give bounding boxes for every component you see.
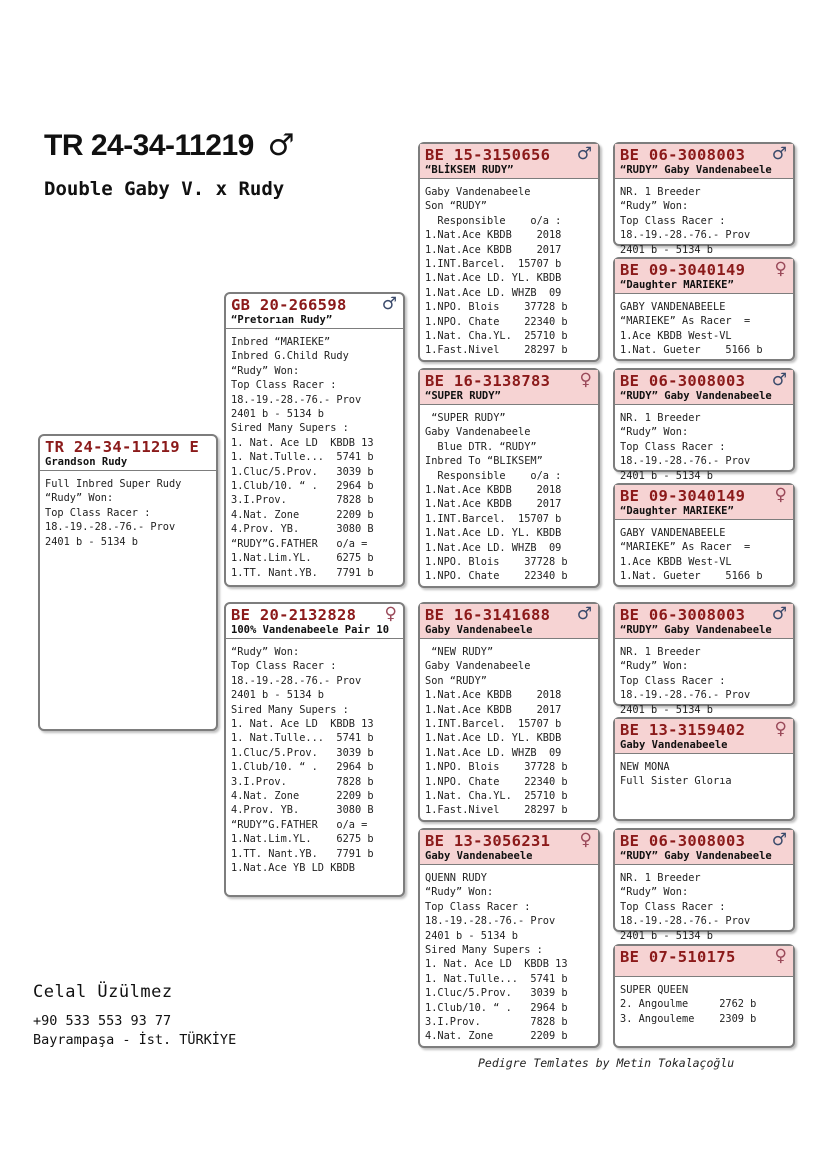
- note-line: 1.Nat.Ace KBDB 2018: [425, 484, 562, 497]
- note-line: NR. 1 Breeder: [620, 412, 701, 424]
- note-line: 1.Nat. Cha.YL. 25710 b: [425, 790, 568, 803]
- note-line: 1.Nat.Ace LD. WHZB 09: [425, 746, 562, 759]
- bird-name: “BLİKSEM RUDY”: [425, 164, 514, 176]
- box-header: [420, 830, 598, 865]
- male-icon: ♂: [381, 294, 397, 314]
- note-line: Sired Many Supers :: [231, 422, 349, 435]
- bird-name: Grandson Rudy: [45, 456, 128, 468]
- ring-number: BE 06-3008003: [620, 372, 746, 390]
- note-line: 1. Nat. Ace LD KBDB 13: [425, 958, 568, 971]
- note-line: 1.Nat. Cha.YL. 25710 b: [425, 330, 568, 343]
- note-line: Top Class Racer :: [231, 379, 337, 392]
- note-line: 1.Nat.Ace LD. YL. KBDB: [425, 527, 562, 540]
- note-line: 4.Prov. YB. 3080 B: [231, 523, 374, 536]
- box-dam-sire: [418, 602, 600, 822]
- owner-phone: +90 533 553 93 77: [33, 1013, 172, 1029]
- note-line: Blue DTR. “RUDY”: [425, 440, 537, 453]
- note-line: Son “RUDY”: [425, 674, 487, 687]
- ring-number: TR 24-34-11219 E: [45, 438, 200, 456]
- owner-address: Bayrampaşa - İst. TÜRKİYE: [33, 1032, 237, 1048]
- female-icon: ♀: [579, 370, 592, 390]
- note-line: “RUDY”G.FATHER o/a =: [231, 818, 368, 831]
- bird-notes: [40, 471, 216, 549]
- box-main-bird: [38, 434, 218, 731]
- ring-number: BE 16-3141688: [425, 606, 551, 624]
- note-line: 18.-19.-28.-76.- Prov: [231, 393, 362, 406]
- box-header: [615, 830, 793, 865]
- box-gg-8: [613, 944, 795, 1048]
- box-gg-7: [613, 828, 795, 942]
- note-line: 1.Nat.Ace KBDB 2017: [425, 243, 562, 256]
- box-sire-sire: [418, 142, 600, 362]
- bird-name: “RUDY” Gaby Vandenabeele: [620, 164, 772, 176]
- note-line: Top Class Racer :: [231, 660, 337, 673]
- note-line: Top Class Racer :: [620, 440, 726, 453]
- note-line: 1.Ace KBDB West-VL: [620, 329, 732, 342]
- note-line: 2401 b - 5134 b: [620, 703, 713, 716]
- note-line: 1.Nat.Ace KBDB 2018: [425, 689, 562, 702]
- box-gg-1: [613, 142, 795, 256]
- note-line: 2401 b - 5134 b: [425, 929, 518, 942]
- note-line: 1.Club/10. “ . 2964 b: [231, 480, 374, 493]
- box-header: [226, 604, 403, 639]
- note-line: 4.Nat. Zone 2209 b: [231, 790, 374, 803]
- note-line: 1. Nat.Tulle... 5741 b: [425, 972, 568, 985]
- note-line: QUENN RUDY: [425, 872, 487, 884]
- note-line: 1.Nat.Ace KBDB 2017: [425, 498, 562, 511]
- note-line: 1.TT. Nant.YB. 7791 b: [231, 566, 374, 579]
- note-line: 1.Nat.Ace LD. WHZB 09: [425, 286, 562, 299]
- note-line: Sired Many Supers :: [231, 703, 349, 716]
- note-line: 18.-19.-28.-76.- Prov: [425, 915, 556, 928]
- box-gg-3: [613, 368, 795, 482]
- note-line: 1.NPO. Chate 22340 b: [425, 570, 568, 583]
- note-line: “Rudy” Won:: [620, 200, 689, 213]
- note-line: 1. Nat. Ace LD KBDB 13: [231, 718, 374, 731]
- ring-number: BE 13-3056231: [425, 832, 551, 850]
- box-dam-dam: [418, 828, 600, 1048]
- bird-name: Gaby Vandenabeele: [620, 739, 728, 751]
- note-line: 4.Nat. Zone 2209 b: [231, 508, 374, 521]
- note-line: Inbred To “BLIKSEM”: [425, 455, 543, 468]
- note-line: 1. Nat.Tulle... 5741 b: [231, 732, 374, 745]
- ring-number: BE 13-3159402: [620, 721, 746, 739]
- note-line: 1.Nat. Gueter 5166 b: [620, 570, 763, 583]
- note-line: “MARIEKE” As Racer =: [620, 315, 751, 328]
- note-line: 1.Nat.Ace YB LD KBDB: [231, 862, 355, 875]
- note-line: 2401 b - 5134 b: [620, 243, 713, 256]
- box-header: [420, 604, 598, 639]
- box-header: [420, 370, 598, 405]
- box-header: [40, 436, 216, 471]
- note-line: Gaby Vandenabeele: [425, 660, 531, 673]
- note-line: 1.Nat.Lim.YL. 6275 b: [231, 833, 374, 846]
- note-line: GABY VANDENABEELE: [620, 301, 726, 313]
- note-line: 1.Nat.Ace KBDB 2017: [425, 703, 562, 716]
- bird-notes: [420, 179, 598, 358]
- note-line: 1.Cluc/5.Prov. 3039 b: [425, 987, 568, 1000]
- title-male-icon: ♂: [267, 128, 295, 163]
- note-line: 2401 b - 5134 b: [620, 469, 713, 482]
- bird-notes: [615, 520, 793, 584]
- ring-number: BE 09-3040149: [620, 487, 746, 505]
- bird-notes: [615, 977, 793, 1026]
- note-line: 18.-19.-28.-76.- Prov: [620, 455, 751, 468]
- note-line: NEW MONA: [620, 761, 670, 773]
- male-icon: ♂: [771, 370, 787, 390]
- male-icon: ♂: [771, 144, 787, 164]
- note-line: 18.-19.-28.-76.- Prov: [45, 521, 176, 534]
- note-line: Gaby Vandenabeele: [425, 186, 531, 198]
- note-line: 1.Fast.Nivel 28297 b: [425, 804, 568, 817]
- note-line: 3.I.Prov. 7828 b: [231, 775, 374, 788]
- note-line: 1.Nat.Ace LD. YL. KBDB: [425, 272, 562, 285]
- box-header: [615, 946, 793, 977]
- male-icon: ♂: [771, 604, 787, 624]
- note-line: 1.Cluc/5.Prov. 3039 b: [231, 746, 374, 759]
- male-icon: ♂: [576, 604, 592, 624]
- note-line: “SUPER RUDY”: [425, 412, 506, 424]
- bird-notes: [615, 865, 793, 943]
- bird-name: “Pretorıan Rudy”: [231, 314, 333, 326]
- bird-notes: [420, 865, 598, 1044]
- bird-name: “Daughter MARIEKE”: [620, 279, 734, 291]
- note-line: 1.Ace KBDB West-VL: [620, 555, 732, 568]
- note-line: 1. Nat.Tulle... 5741 b: [231, 451, 374, 464]
- note-line: Son “RUDY”: [425, 200, 487, 213]
- note-line: Responsible o/a :: [425, 214, 562, 227]
- female-icon: ♀: [774, 259, 787, 279]
- bird-name: “RUDY” Gaby Vandenabeele: [620, 850, 772, 862]
- female-icon: ♀: [579, 830, 592, 850]
- box-header: [615, 719, 793, 754]
- note-line: “Rudy” Won:: [620, 886, 689, 899]
- ring-number: BE 06-3008003: [620, 606, 746, 624]
- note-line: 1.Nat. Gueter 5166 b: [620, 344, 763, 357]
- page-title: [44, 128, 294, 163]
- box-header: [615, 259, 793, 294]
- ring-number: BE 16-3138783: [425, 372, 551, 390]
- note-line: 18.-19.-28.-76.- Prov: [620, 915, 751, 928]
- note-line: “Rudy” Won:: [231, 646, 300, 658]
- bird-notes: [615, 754, 793, 789]
- page-subtitle: Double Gaby V. x Rudy: [44, 178, 285, 200]
- owner-name: Celal Üzülmez: [33, 982, 173, 1002]
- note-line: Responsible o/a :: [425, 469, 562, 482]
- note-line: 4.Prov. YB. 3080 B: [231, 804, 374, 817]
- note-line: 1.TT. Nant.YB. 7791 b: [231, 847, 374, 860]
- bird-notes: [615, 294, 793, 358]
- note-line: 1.Nat.Ace LD. YL. KBDB: [425, 732, 562, 745]
- note-line: GABY VANDENABEELE: [620, 527, 726, 539]
- note-line: 18.-19.-28.-76.- Prov: [620, 229, 751, 242]
- note-line: Full Inbred Super Rudy: [45, 478, 182, 490]
- note-line: 1.INT.Barcel. 15707 b: [425, 512, 562, 525]
- note-line: NR. 1 Breeder: [620, 186, 701, 198]
- note-line: Top Class Racer :: [620, 214, 726, 227]
- note-line: “Rudy” Won:: [425, 886, 494, 899]
- note-line: Gaby Vandenabeele: [425, 426, 531, 439]
- bird-notes: [226, 329, 403, 580]
- bird-name: “RUDY” Gaby Vandenabeele: [620, 390, 772, 402]
- note-line: 1.NPO. Blois 37728 b: [425, 761, 568, 774]
- box-header: [615, 144, 793, 179]
- note-line: 3.I.Prov. 7828 b: [425, 1016, 568, 1029]
- bird-name: 100% Vandenabeele Pair 10: [231, 624, 390, 636]
- note-line: 18.-19.-28.-76.- Prov: [620, 689, 751, 702]
- bird-name: Gaby Vandenabeele: [425, 624, 533, 636]
- note-line: “Rudy” Won:: [231, 364, 300, 377]
- note-line: Top Class Racer :: [620, 900, 726, 913]
- note-line: Inbred G.Child Rudy: [231, 350, 349, 363]
- male-icon: ♂: [576, 144, 592, 164]
- note-line: 1.INT.Barcel. 15707 b: [425, 718, 562, 731]
- bird-name: “RUDY” Gaby Vandenabeele: [620, 624, 772, 636]
- male-icon: ♂: [771, 830, 787, 850]
- box-header: [226, 294, 403, 329]
- box-gg-5: [613, 602, 795, 716]
- note-line: 1.NPO. Chate 22340 b: [425, 315, 568, 328]
- template-credit: Pedigre Temlates by Metin Tokalaçoğlu: [478, 1056, 735, 1070]
- note-line: 2401 b - 5134 b: [620, 929, 713, 942]
- bird-notes: [420, 639, 598, 818]
- box-header: [615, 485, 793, 520]
- note-line: 1.Fast.Nivel 28297 b: [425, 344, 568, 357]
- note-line: 1.Nat.Ace LD. WHZB 09: [425, 541, 562, 554]
- note-line: 1.NPO. Chate 22340 b: [425, 775, 568, 788]
- bird-name: Gaby Vandenabeele: [425, 850, 533, 862]
- note-line: Inbred “MARIEKE”: [231, 336, 331, 348]
- bird-notes: [615, 405, 793, 483]
- note-line: 1.Cluc/5.Prov. 3039 b: [231, 465, 374, 478]
- note-line: NR. 1 Breeder: [620, 872, 701, 884]
- box-header: [420, 144, 598, 179]
- bird-notes: [615, 179, 793, 257]
- note-line: Top Class Racer :: [620, 674, 726, 687]
- note-line: “RUDY”G.FATHER o/a =: [231, 537, 368, 550]
- ring-number: BE 06-3008003: [620, 146, 746, 164]
- box-gg-6: [613, 717, 795, 821]
- note-line: 2401 b - 5134 b: [231, 408, 324, 421]
- female-icon: ♀: [774, 946, 787, 966]
- note-line: Sired Many Supers :: [425, 944, 543, 957]
- ring-number: BE 15-3150656: [425, 146, 551, 164]
- ring-number: GB 20-266598: [231, 296, 347, 314]
- note-line: “Rudy” Won:: [45, 492, 114, 505]
- note-line: “MARIEKE” As Racer =: [620, 541, 751, 554]
- note-line: 1.Nat.Ace KBDB 2018: [425, 229, 562, 242]
- ring-number: BE 06-3008003: [620, 832, 746, 850]
- female-icon: ♀: [774, 719, 787, 739]
- note-line: 4.Nat. Zone 2209 b: [425, 1030, 568, 1043]
- box-gg-2: [613, 257, 795, 361]
- bird-notes: [226, 639, 403, 876]
- note-line: SUPER QUEEN: [620, 984, 689, 996]
- box-dam: [224, 602, 405, 897]
- note-line: 1.Club/10. “ . 2964 b: [231, 761, 374, 774]
- title-ring: TR 24-34-11219: [44, 129, 254, 162]
- note-line: 3.I.Prov. 7828 b: [231, 494, 374, 507]
- note-line: 1.Nat.Lim.YL. 6275 b: [231, 552, 374, 565]
- note-line: Full Sister Glorıa: [620, 775, 732, 788]
- note-line: 2401 b - 5134 b: [231, 689, 324, 702]
- ring-number: BE 20-2132828: [231, 606, 357, 624]
- box-gg-4: [613, 483, 795, 587]
- note-line: 1.NPO. Blois 37728 b: [425, 301, 568, 314]
- note-line: 1.NPO. Blois 37728 b: [425, 556, 568, 569]
- note-line: Top Class Racer :: [45, 506, 151, 519]
- note-line: “Rudy” Won:: [620, 426, 689, 439]
- note-line: “NEW RUDY”: [425, 646, 494, 658]
- note-line: 2401 b - 5134 b: [45, 535, 138, 548]
- ring-number: BE 07-510175: [620, 948, 736, 966]
- note-line: “Rudy” Won:: [620, 660, 689, 673]
- note-line: Top Class Racer :: [425, 900, 531, 913]
- female-icon: ♀: [774, 485, 787, 505]
- ring-number: BE 09-3040149: [620, 261, 746, 279]
- box-header: [615, 370, 793, 405]
- box-sire: [224, 292, 405, 587]
- note-line: 1. Nat. Ace LD KBDB 13: [231, 436, 374, 449]
- note-line: 2. Angoulme 2762 b: [620, 998, 757, 1011]
- bird-name: “SUPER RUDY”: [425, 390, 501, 402]
- note-line: NR. 1 Breeder: [620, 646, 701, 658]
- bird-notes: [615, 639, 793, 717]
- note-line: 1.Club/10. “ . 2964 b: [425, 1001, 568, 1014]
- note-line: 18.-19.-28.-76.- Prov: [231, 674, 362, 687]
- bird-name: “Daughter MARIEKE”: [620, 505, 734, 517]
- box-sire-dam: [418, 368, 600, 588]
- bird-notes: [420, 405, 598, 584]
- female-icon: ♀: [384, 604, 397, 624]
- note-line: 3. Angouleme 2309 b: [620, 1012, 757, 1025]
- note-line: 1.INT.Barcel. 15707 b: [425, 258, 562, 271]
- box-header: [615, 604, 793, 639]
